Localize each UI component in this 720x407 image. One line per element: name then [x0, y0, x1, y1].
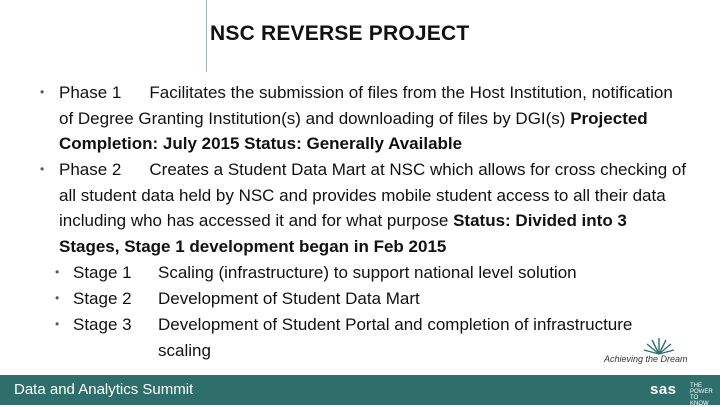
bullet-label: Phase 1	[59, 83, 122, 102]
bullet-dot-icon: •	[55, 265, 60, 279]
bullet-label: Phase 2	[59, 160, 122, 179]
dream-sunburst-icon	[604, 332, 694, 356]
sas-logo-tagline: THE POWER TO KNOW	[690, 383, 713, 407]
bullet-dot-icon: •	[55, 317, 60, 331]
sas-logo: sas	[650, 381, 677, 398]
stage-text: Development of Student Portal and completion of infrastructure	[158, 315, 633, 334]
bullet-text: Facilitates the submission of files from the Host Institution, notification of Degree Granting Institution(s) and downloading of files by DGI(s)	[59, 83, 673, 128]
title-rule	[206, 0, 207, 72]
bullet-text: Creates a Student Data Mart at NSC which allows for cross checking of all student data held by NSC and provides mobile student access to all their data including who has accessed it and for what purpose	[59, 160, 687, 231]
logo-tagline: Achieving the Dream	[604, 354, 688, 364]
page-title: NSC REVERSE PROJECT	[210, 22, 470, 45]
bullet-phase-1	[40, 80, 690, 157]
bullet-bold-text: Status: Divided into 3 Stages, Stage 1 development began in Feb 2015	[59, 211, 627, 256]
stage-text-continued: scaling	[158, 340, 211, 360]
bullet-bold-text: Projected Completion: July 2015 Status: Generally Available	[59, 108, 648, 154]
footer-title: Data and Analytics Summit	[14, 381, 194, 398]
bullet-dot-icon: •	[55, 291, 60, 305]
bullet-phase-2	[40, 157, 690, 259]
sub-bullet-stage-1	[55, 260, 695, 286]
stage-label: Stage 3	[73, 315, 132, 334]
bullet-dot-icon: •	[40, 85, 45, 99]
stage-label: Stage 1	[73, 263, 132, 282]
achieving-the-dream-logo	[604, 332, 694, 372]
stage-label: Stage 2	[73, 289, 132, 308]
bullet-dot-icon: •	[40, 162, 45, 176]
stage-text: Development of Student Data Mart	[158, 289, 420, 308]
sub-bullet-stage-3	[55, 312, 695, 363]
sub-bullet-stage-2	[55, 286, 695, 312]
stage-text: Scaling (infrastructure) to support national level solution	[158, 263, 577, 282]
footer-bar	[0, 375, 720, 405]
